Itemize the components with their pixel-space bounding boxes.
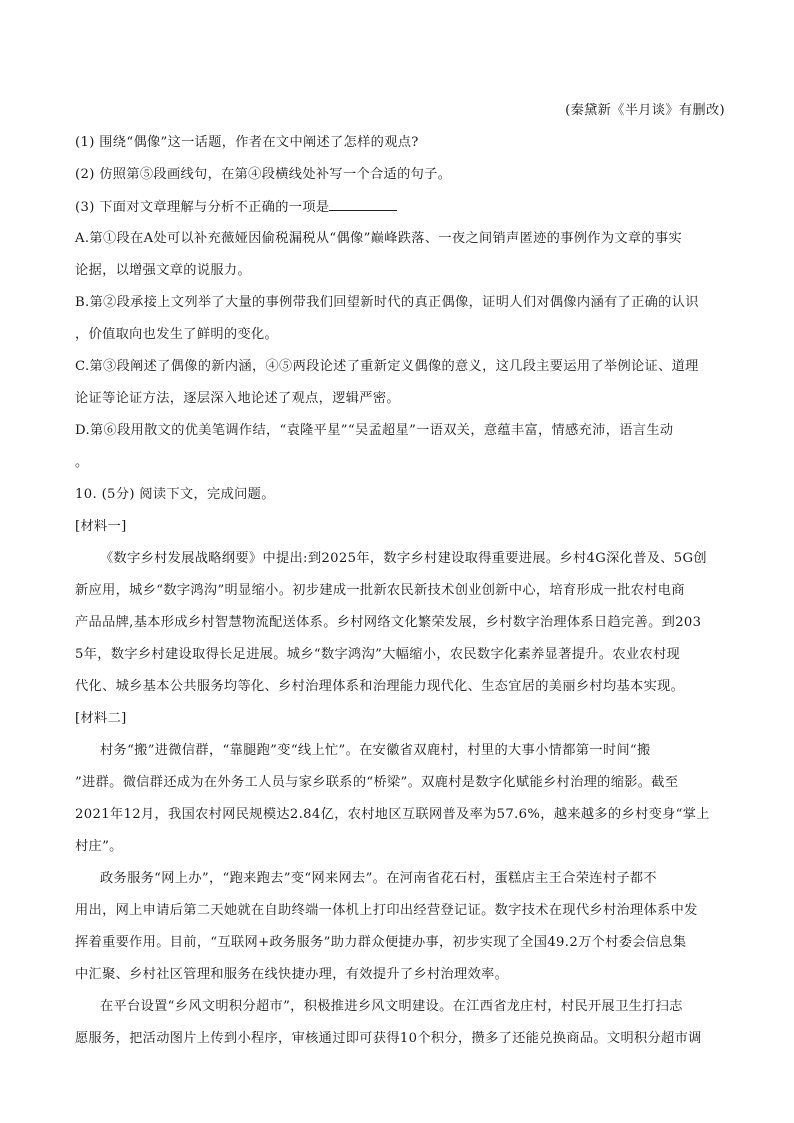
material-2-p3-line: 在平台设置“乡风文明积分超市”，积极推进乡风文明建设。在江西省龙庄村，村民开展卫生打扫志 bbox=[100, 999, 683, 1014]
option-a-line-1: A.第①段在A处可以补充薇娅因偷税漏税从“偶像”巅峰跌落、一夜之间销声匿迹的事例作为文章的事实 bbox=[75, 231, 683, 246]
option-d-line-2: 。 bbox=[75, 455, 89, 470]
material-2-p1-line: 村务“搬”进微信群，“靠腿跑”变“线上忙”。在安徽省双鹿村，村里的大事小情都第一时间“搬 bbox=[100, 743, 651, 758]
source-citation: (秦黛新《半月谈》有删改) bbox=[565, 103, 725, 118]
material-2-p2-line: 挥着重要作用。目前，“互联网+政务服务”助力群众便捷办事，初步实现了全国49.2万个村委会信息集 bbox=[75, 935, 687, 950]
material-2-p3-line: 愿服务，把活动图片上传到小程序，审核通过即可获得10个积分，攒多了还能兑换商品。文明积分超市调 bbox=[75, 1031, 702, 1046]
material-2-p1-line: ”进群。微信群还成为在外务工人员与家乡联系的“桥梁”。双鹿村是数字化赋能乡村治理的缩影。截至 bbox=[75, 775, 679, 790]
material-1-line: 5年，数字乡村建设取得长足进展。城乡“数字鸿沟”大幅缩小，农民数字化素养显著提升。农业农村现 bbox=[75, 647, 681, 662]
question-3 bbox=[75, 198, 725, 217]
question-2: (2) 仿照第⑤段画线句，在第④段横线处补写一个合适的句子。 bbox=[75, 167, 452, 182]
material-2-p2-line: 用出，网上申请后第二天她就在自助终端一体机上打印出经营登记证。数字技术在现代乡村治理体系中发 bbox=[75, 903, 698, 918]
option-c-line-2: 论证等论证方法，逐层深入地论述了观点，逻辑严密。 bbox=[75, 391, 400, 406]
material-2-p1-line: 村庄”。 bbox=[75, 839, 123, 854]
option-b-line-1: B.第②段承接上文列举了大量的事例带我们回望新时代的真正偶像，证明人们对偶像内涵有了正确的认识 bbox=[75, 295, 699, 310]
question-3-text: (3) 下面对文章理解与分析不正确的一项是 bbox=[75, 200, 330, 215]
question-1: (1) 围绕“偶像”这一话题，作者在文中阐述了怎样的观点? bbox=[75, 135, 419, 150]
material-2-p2-line: 政务服务“网上办”，“跑来跑去”变“网来网去”。在河南省花石村，蛋糕店主王合荣连村子都不 bbox=[100, 871, 657, 886]
option-d-line-1: D.第⑥段用散文的优美笔调作结，“袁隆平星”“吴孟超星”一语双关，意蕴丰富，情感充沛，语言生动 bbox=[75, 423, 674, 438]
question-10-heading: 10. (5分) 阅读下文，完成问题。 bbox=[75, 487, 275, 502]
material-1-line: 《数字乡村发展战略纲要》中提出:到2025年，数字乡村建设取得重要进展。乡村4G深化普及、5G创 bbox=[100, 551, 707, 566]
material-1-title: [材料一] bbox=[75, 519, 127, 534]
option-c-line-1: C.第③段阐述了偶像的新内涵，④⑤两段论述了重新定义偶像的意义，这几段主要运用了举例论证、道理 bbox=[75, 359, 699, 374]
option-b-line-2: ，价值取向也发生了鲜明的变化。 bbox=[75, 327, 279, 342]
material-1-line: 产品品牌,基本形成乡村智慧物流配送体系。乡村网络文化繁荣发展，乡村数字治理体系日趋完善。到203 bbox=[75, 615, 702, 630]
material-2-p2-line: 中汇聚、乡村社区管理和服务在线快捷办理，有效提升了乡村治理效率。 bbox=[75, 967, 509, 982]
material-2-p1-line: 2021年12月，我国农村网民规模达2.84亿，农村地区互联网普及率为57.6%，越来越多的乡村变身“掌上 bbox=[75, 807, 710, 822]
option-a-line-2: 论据，以增强文章的说服力。 bbox=[75, 263, 251, 278]
answer-blank[interactable] bbox=[329, 198, 397, 211]
material-1-line: 新应用，城乡“数字鸿沟”明显缩小。初步建成一批新农民新技术创业创新中心，培育形成一批农村电商 bbox=[75, 583, 685, 598]
material-2-title: [材料二] bbox=[75, 711, 127, 726]
material-1-line: 代化、城乡基本公共服务均等化、乡村治理体系和治理能力现代化、生态宜居的美丽乡村均基本实现。 bbox=[75, 679, 685, 694]
